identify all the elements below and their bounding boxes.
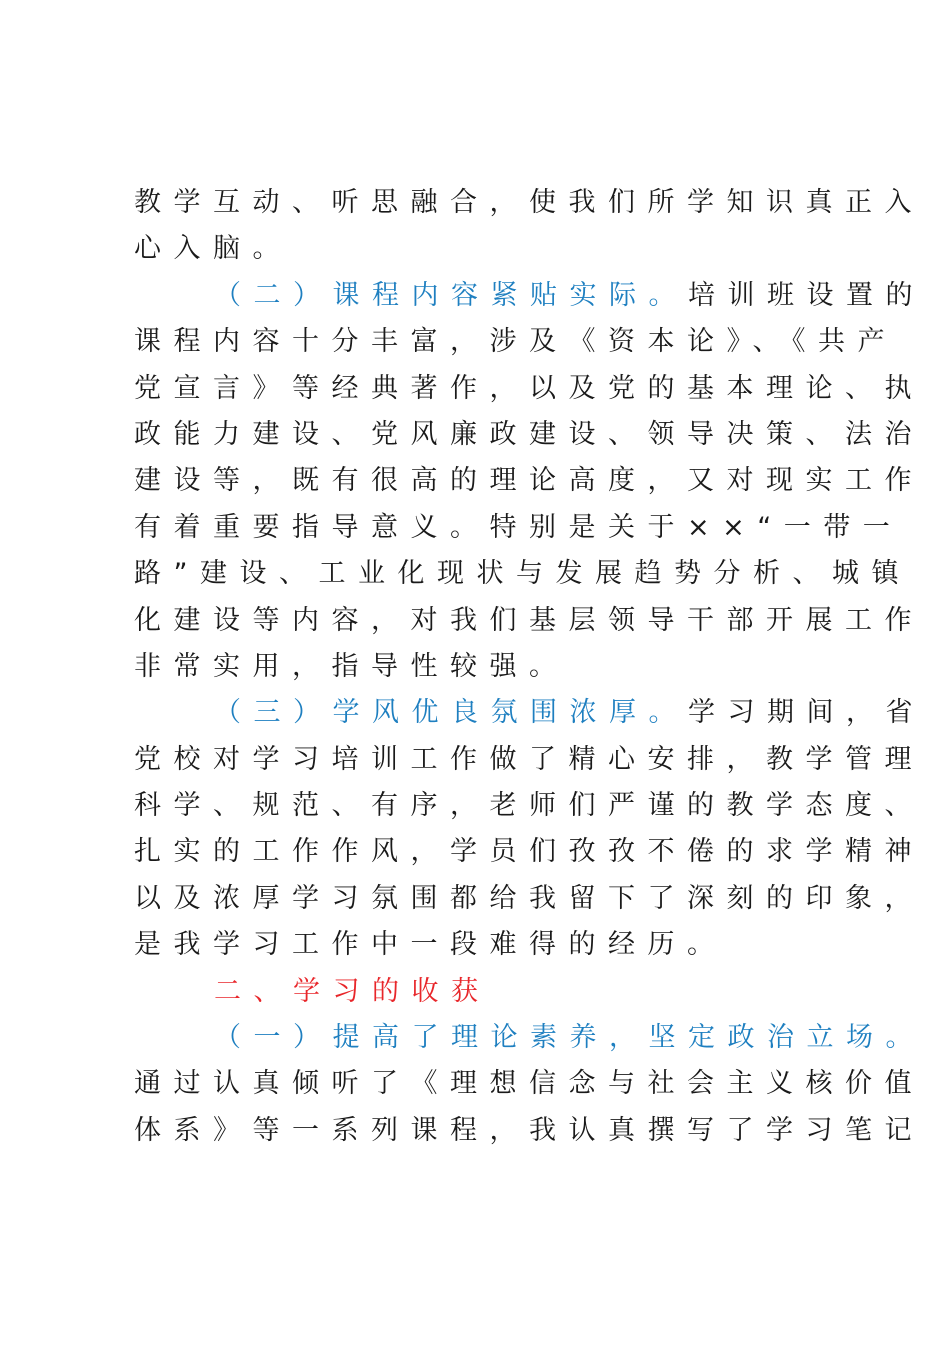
text-line: [134, 505, 903, 551]
text-segment: 科学、规范、有序，老师们严谨的教学态度、: [134, 790, 924, 822]
text-segment: 课程内容十分丰富，涉及《资本论》、《共产: [134, 326, 897, 358]
text-segment: 非常实用，指导性较强。: [134, 650, 569, 682]
text-line: [134, 969, 816, 1015]
text-segment: 政能力建设、党风廉政建设、领导决策、法治: [134, 418, 924, 450]
section-heading: （一）提高了理论素养，坚定政治立场。: [214, 1022, 925, 1054]
text-segment: 党校对学习培训工作做了精心安排，教学管理: [134, 743, 924, 775]
text-line: [134, 829, 924, 875]
text-line: [134, 412, 924, 458]
text-segment: 教学互动、听思融合，使我们所学知识真正入: [134, 187, 924, 218]
chapter-heading: 二、学习的收获: [214, 975, 491, 1007]
text-line: [134, 1015, 925, 1061]
text-segment: 心入脑。: [134, 233, 292, 265]
text-line: [134, 180, 924, 226]
text-segment: 学习期间，省: [688, 697, 925, 729]
text-line: [134, 273, 925, 319]
text-line: [134, 1108, 924, 1154]
text-line: [134, 319, 897, 365]
text-line: [134, 551, 911, 597]
text-segment: 体系》等一系列课程，我认真撰写了学习笔记: [134, 1114, 924, 1146]
text-segment: 建设等，既有很高的理论高度，又对现实工作: [134, 465, 924, 497]
text-line: [134, 644, 816, 690]
text-segment: 培训班设置的: [688, 279, 925, 311]
text-line: [134, 876, 924, 922]
section-heading: （二）课程内容紧贴实际。: [214, 279, 688, 311]
text-line: [134, 598, 924, 644]
text-segment: 路”建设、工业化现状与发展趋势分析、城镇: [134, 558, 911, 590]
text-line: [134, 1061, 924, 1107]
text-line: [134, 226, 816, 272]
text-segment: 扎实的工作作风，学员们孜孜不倦的求学精神: [134, 836, 924, 868]
text-segment: 通过认真倾听了《理想信念与社会主义核价值: [134, 1068, 924, 1100]
text-segment: 有着重要指导意义。特别是关于××“一带一: [134, 511, 903, 543]
text-line: [134, 737, 924, 783]
text-segment: 党宣言》等经典著作，以及党的基本理论、执: [134, 372, 924, 404]
text-line: [134, 783, 924, 829]
document-body: [134, 180, 925, 1154]
text-line: [134, 922, 816, 968]
text-line: [134, 458, 924, 504]
text-segment: 以及浓厚学习氛围都给我留下了深刻的印象，: [134, 882, 924, 914]
text-segment: 是我学习工作中一段难得的经历。: [134, 929, 727, 961]
section-heading: （三）学风优良氛围浓厚。: [214, 697, 688, 729]
text-line: [134, 690, 925, 736]
text-line: [134, 366, 924, 412]
text-segment: 化建设等内容，对我们基层领导干部开展工作: [134, 604, 924, 636]
